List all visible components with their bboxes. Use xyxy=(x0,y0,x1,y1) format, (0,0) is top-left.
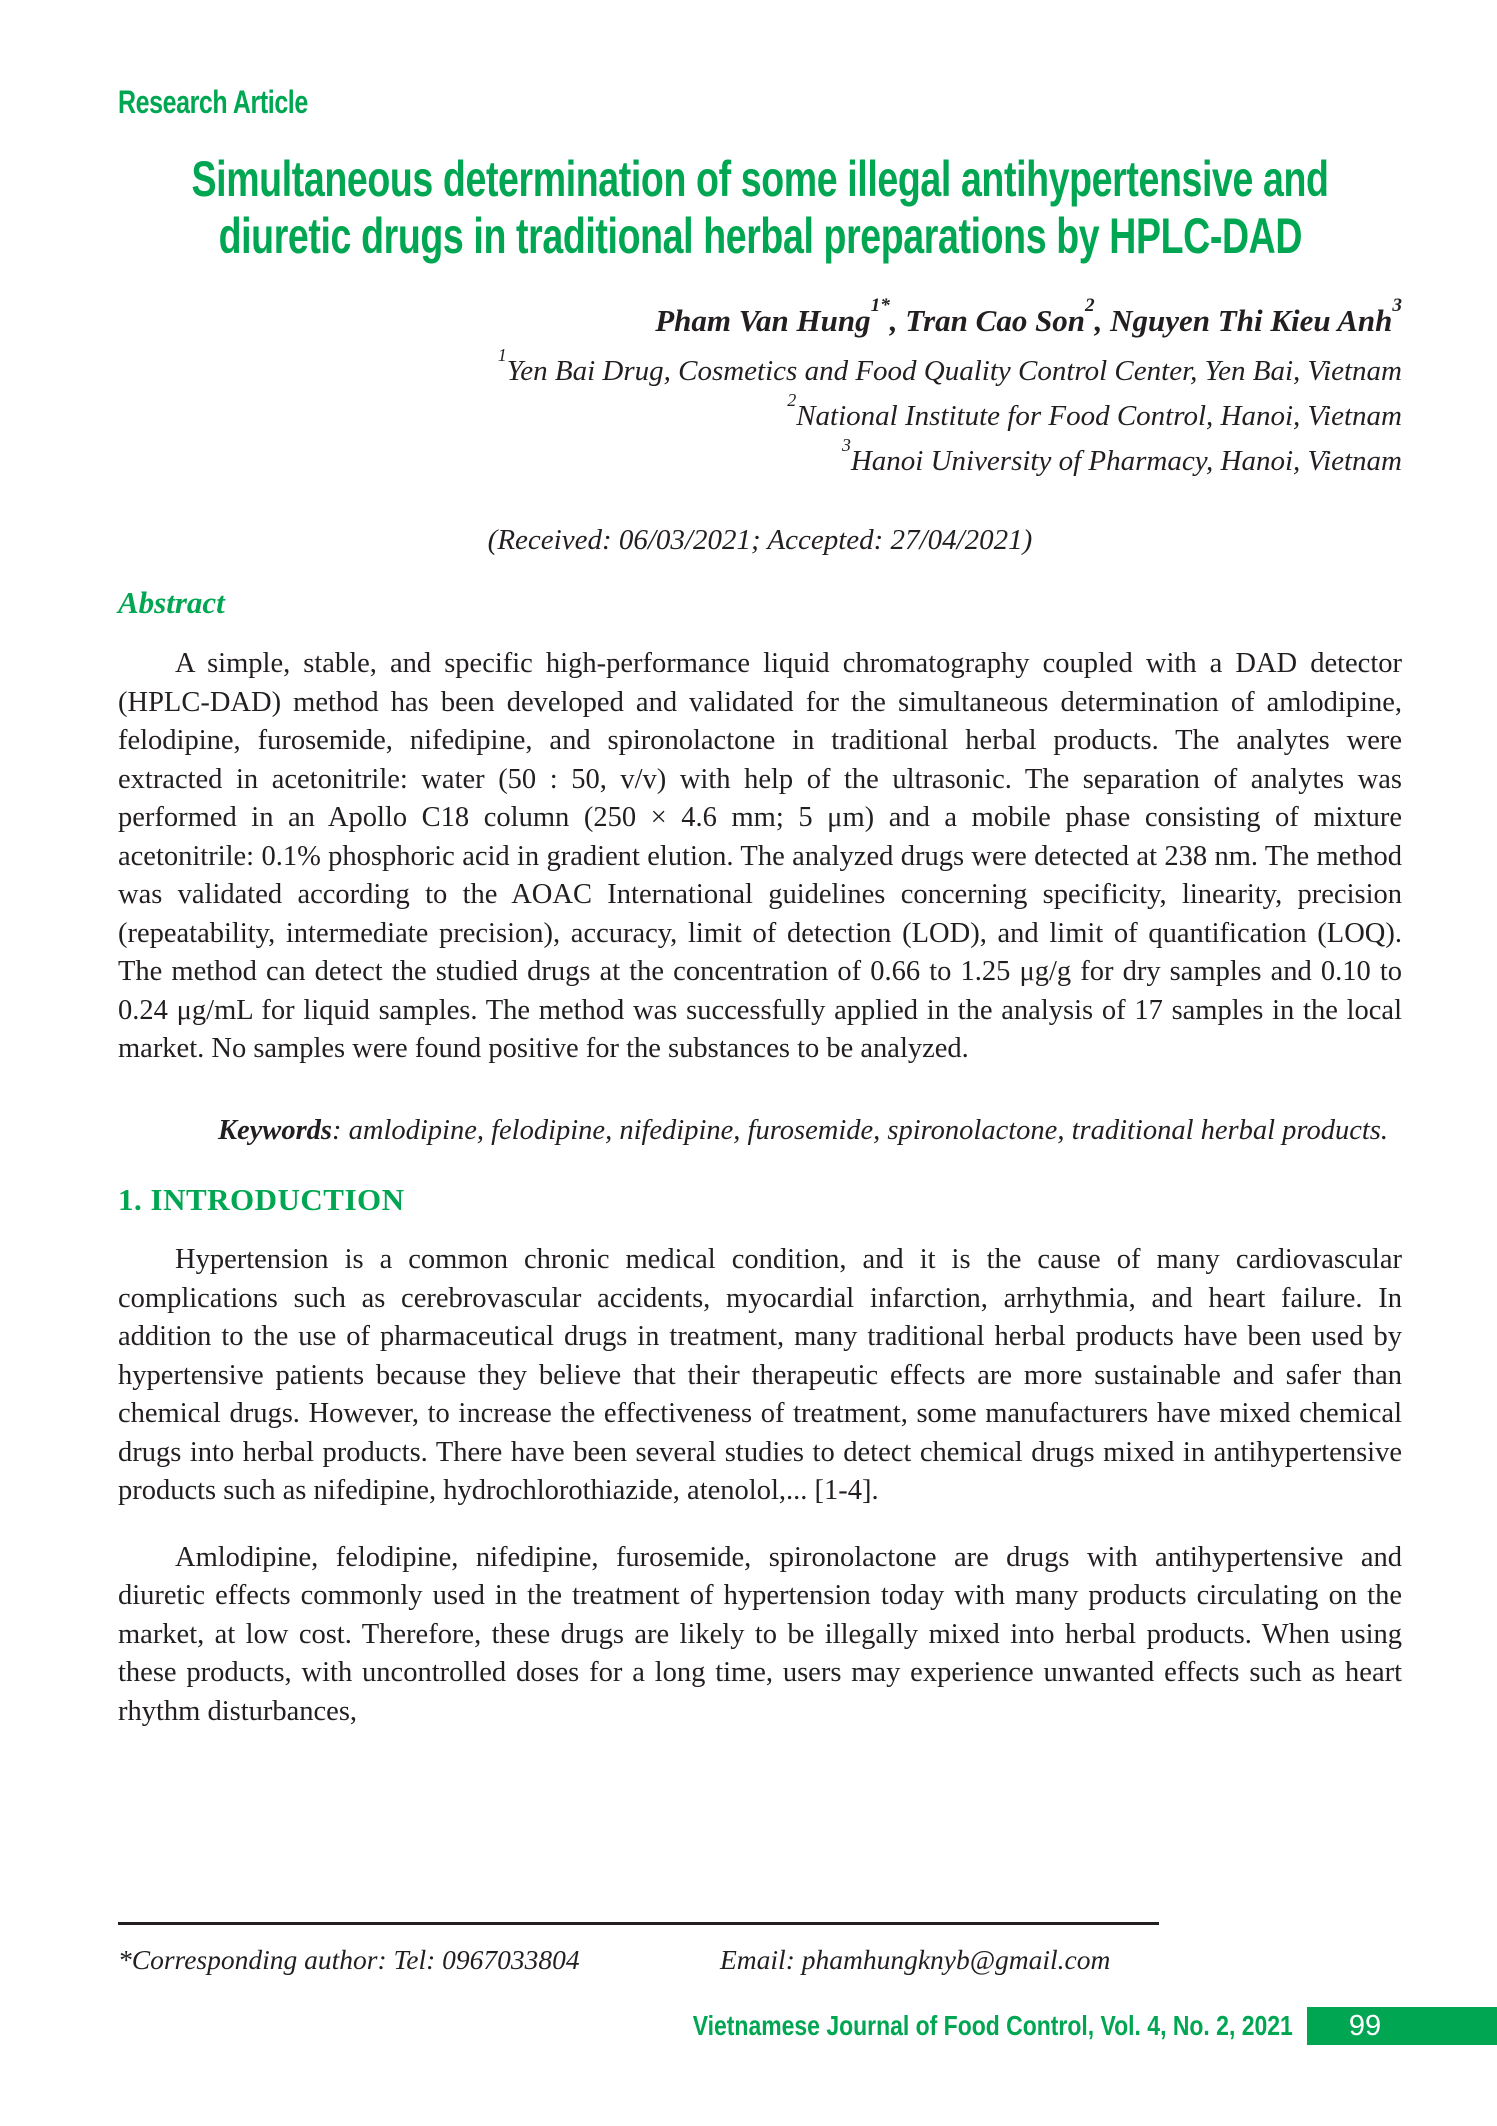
affiliation-text: National Institute for Food Control, Hanoi, Vietnam xyxy=(796,400,1402,432)
received-accepted-line: (Received: 06/03/2021; Accepted: 27/04/2021) xyxy=(487,524,1033,556)
author-superscript: 2 xyxy=(1085,295,1095,317)
author-separator: , xyxy=(889,303,906,338)
page-number-badge xyxy=(1307,2007,1497,2045)
abstract-body: A simple, stable, and specific high-performance liquid chromatography coupled with a DAD detector (HPLC-DAD) method has been developed and validated for the simultaneous determination of amlodipine, felodipine, furosemide, nifedipine, and spironolactone in traditional herbal products. The analytes were extracted in acetonitrile: water (50 : 50, v/v) with help of the ultrasonic. The separation of analytes was performed in an Apollo C18 column (250 × 4.6 mm; 5 μm) and a mobile phase consisting of mixture acetonitrile: 0.1% phosphoric acid in gradient elution. The analyzed drugs were detected at 238 nm. The method was validated according to the AOAC International guidelines concerning specificity, linearity, precision (repeatability, intermediate precision), accuracy, limit of detection (LOD), and limit of quantification (LOQ). The method can detect the studied drugs at the concentration of 0.66 to 1.25 μg/g for dry samples and 0.10 to 0.24 μg/mL for liquid samples. The method was successfully applied in the analysis of 17 samples in the local market. No samples were found positive for the substances to be analyzed. xyxy=(118,648,1402,1064)
author-name: Tran Cao Son xyxy=(905,303,1086,338)
author-superscript: 1* xyxy=(870,295,890,317)
email-note: Email: phamhungknyb@gmail.com xyxy=(720,1944,1111,1975)
abstract-heading: Abstract xyxy=(118,585,225,620)
affiliations xyxy=(118,345,1402,484)
affiliation-line xyxy=(118,345,1402,394)
footnote-line xyxy=(118,1942,1159,1978)
introduction-paragraphs xyxy=(118,1241,1402,1731)
page-content xyxy=(118,0,1402,1731)
affiliation-superscript: 3 xyxy=(841,435,851,456)
keywords-text: : amlodipine, felodipine, nifedipine, furosemide, spironolactone, traditional herbal products. xyxy=(332,1114,1388,1146)
keywords-label: Keywords xyxy=(218,1114,332,1146)
author-separator: , xyxy=(1094,303,1111,338)
introduction-paragraph: Hypertension is a common chronic medical condition, and it is the cause of many cardiovascular complications such as cerebrovascular accidents, myocardial infarction, arrhythmia, and heart failure. In addition to the use of pharmaceutical drugs in treatment, many traditional herbal products have been used by hypertensive patients because they believe that their therapeutic effects are more sustainable and safer than chemical drugs. However, to increase the effectiveness of treatment, some manufacturers have mixed chemical drugs into herbal products. There have been several studies to detect chemical drugs mixed in antihypertensive products such as nifedipine, hydrochlorothiazide, atenolol,... [1-4]. xyxy=(118,1244,1402,1506)
footnote xyxy=(118,1922,1159,1978)
author xyxy=(655,295,906,338)
affiliation-text: Hanoi University of Pharmacy, Hanoi, Vietnam xyxy=(850,445,1402,477)
journal-citation: Vietnamese Journal of Food Control, Vol. 4, No. 2, 2021 xyxy=(692,2010,1293,2041)
authors-line xyxy=(118,295,1402,342)
author-superscript: 3 xyxy=(1392,295,1402,317)
author xyxy=(1110,295,1402,338)
author-name: Pham Van Hung xyxy=(655,303,871,338)
page-title-line: Simultaneous determination of some illegal antihypertensive and xyxy=(191,151,1329,207)
corresponding-author-note: *Corresponding author: Tel: 0967033804 xyxy=(118,1944,580,1975)
affiliation-line xyxy=(118,435,1402,484)
author-name: Nguyen Thi Kieu Anh xyxy=(1110,303,1393,338)
article-type-row xyxy=(118,85,1402,126)
author xyxy=(905,295,1111,338)
footer xyxy=(0,2007,1497,2045)
introduction-heading: 1. INTRODUCTION xyxy=(118,1182,405,1217)
article-type-label: Research Article xyxy=(118,84,308,120)
page-title-line: diuretic drugs in traditional herbal preparations by HPLC-DAD xyxy=(218,208,1302,264)
affiliation-text: Yen Bai Drug, Cosmetics and Food Quality Control Center, Yen Bai, Vietnam xyxy=(506,355,1402,387)
affiliation-superscript: 2 xyxy=(787,390,797,411)
affiliation-line xyxy=(118,390,1402,439)
affiliation-superscript: 1 xyxy=(497,345,507,366)
page-number: 99 xyxy=(1348,2009,1382,2042)
introduction-paragraph: Amlodipine, felodipine, nifedipine, furosemide, spironolactone are drugs with antihypertensive and diuretic effects commonly used in the treatment of hypertension today with many products circulating on the market, at low cost. Therefore, these drugs are likely to be illegally mixed into herbal products. When using these products, with uncontrolled doses for a long time, users may experience unwanted effects such as heart rhythm disturbances, xyxy=(118,1541,1402,1727)
keywords-line xyxy=(118,1112,1402,1151)
page-title xyxy=(118,151,1402,265)
